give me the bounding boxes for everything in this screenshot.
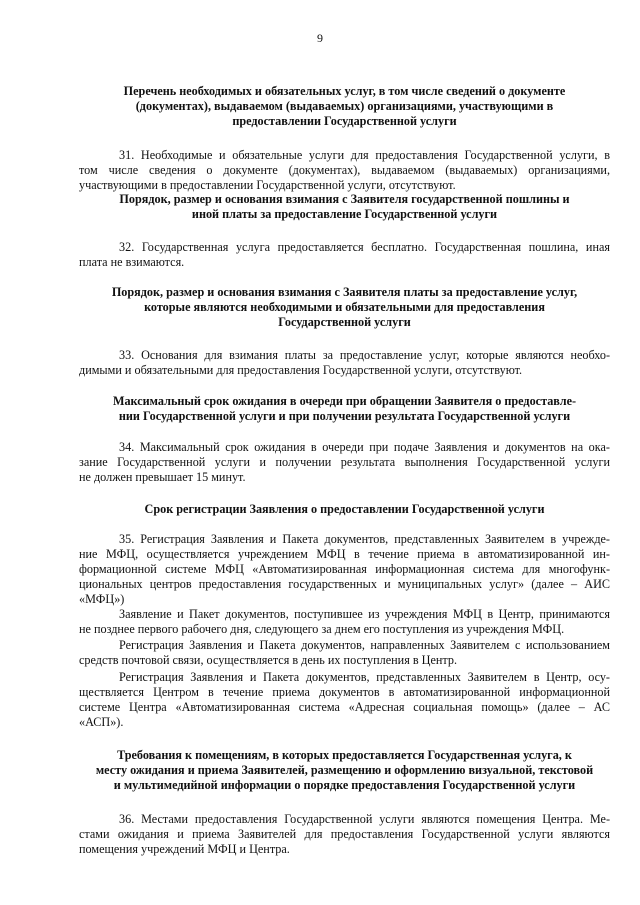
paragraph bbox=[79, 607, 610, 637]
paragraph-line: 34. Максимальный срок ожидания в очереди при подаче Заявления и документов на ока- bbox=[119, 440, 610, 454]
paragraph bbox=[79, 440, 610, 485]
heading-line: Порядок, размер и основания взимания с Заявителя платы за предоставление услуг, bbox=[111, 285, 578, 299]
paragraph-line: помещения учреждений МФЦ и Центра. bbox=[79, 842, 290, 856]
paragraph bbox=[79, 240, 610, 270]
paragraph bbox=[79, 812, 610, 857]
paragraph-line: «МФЦ») bbox=[79, 592, 125, 606]
paragraph-line: 35. Регистрация Заявления и Пакета документов, представленных Заявителем в учрежде- bbox=[119, 532, 610, 546]
heading-line: нии Государственной услуги и при получении результата Государственной услуги bbox=[118, 409, 571, 423]
paragraph-line: зание Государственной услуги и получении результата выполнения Государственной услуги bbox=[79, 455, 610, 469]
paragraph-line: формационной системе МФЦ «Автоматизированная информационная система для многофунк- bbox=[79, 562, 610, 576]
paragraph-line: системе Центра «Автоматизированная система «Адресная социальная помощь» (далее – АС bbox=[79, 700, 610, 714]
heading-line: месту ожидания и приема Заявителей, размещению и оформлению визуальной, текстовой bbox=[95, 763, 594, 777]
paragraph-line: Заявление и Пакет документов, поступившее из учреждения МФЦ в Центр, принимаются bbox=[119, 607, 610, 621]
paragraph bbox=[79, 670, 610, 730]
paragraph-line: средств почтовой связи, осуществляется в день их поступления в Центр. bbox=[79, 653, 458, 667]
paragraph-line: ние МФЦ, осуществляется учреждением МФЦ в течение приема в автоматизированной ин- bbox=[79, 547, 610, 561]
section-heading bbox=[79, 394, 610, 424]
section-heading bbox=[79, 502, 610, 517]
paragraph-line: том числе сведения о документе (документах), выдаваемом (выдаваемых) организациями, bbox=[79, 163, 610, 177]
paragraph-line: 31. Необходимые и обязательные услуги для предоставления Государственной услуги, в bbox=[119, 148, 610, 162]
paragraph bbox=[79, 638, 610, 668]
heading-line: Государственной услуги bbox=[278, 315, 411, 329]
paragraph-line: стами ожидания и приема Заявителей для предоставления Государственной услуги являются bbox=[79, 827, 610, 841]
heading-line: Максимальный срок ожидания в очереди при обращении Заявителя о предоставле- bbox=[112, 394, 577, 408]
section-heading bbox=[79, 192, 610, 222]
heading-line: иной платы за предоставление Государственной услуги bbox=[191, 207, 498, 221]
paragraph-line: 36. Местами предоставления Государственной услуги являются помещения Центра. Ме- bbox=[119, 812, 610, 826]
paragraph bbox=[79, 148, 610, 193]
paragraph-line: Регистрация Заявления и Пакета документов, представленных Заявителем в Центр, осу- bbox=[119, 670, 610, 684]
paragraph-line: не позднее первого рабочего дня, следующего за днем его поступления из учреждения МФЦ. bbox=[79, 622, 565, 636]
paragraph-line: не должен превышает 15 минут. bbox=[79, 470, 246, 484]
paragraph-line: 33. Основания для взимания платы за предоставление услуг, которые являются необхо- bbox=[119, 348, 610, 362]
heading-line: (документах), выдаваемом (выдаваемых) организациями, участвующими в bbox=[135, 99, 554, 113]
paragraph bbox=[79, 532, 610, 607]
page-number: 9 bbox=[317, 31, 323, 45]
heading-line: Перечень необходимых и обязательных услуг, в том числе сведений о документе bbox=[123, 84, 566, 98]
paragraph-line: ществляется Центром в течение приема документов в автоматизированной информационной bbox=[79, 685, 610, 699]
paragraph-line: циональных центров предоставления государственных и муниципальных услуг» (далее – АИС bbox=[79, 577, 610, 591]
heading-line: которые являются необходимыми и обязательными для предоставления bbox=[144, 300, 545, 314]
heading-line: Срок регистрации Заявления о предоставлении Государственной услуги bbox=[144, 502, 545, 516]
section-heading bbox=[79, 285, 610, 330]
paragraph-line: димыми и обязательными для предоставления Государственной услуги, отсутствуют. bbox=[79, 363, 523, 377]
section-heading bbox=[79, 748, 610, 793]
paragraph-line: «АСП»). bbox=[79, 715, 124, 729]
heading-line: и мультимедийной информации о порядке предоставления Государственной услуги bbox=[113, 778, 576, 792]
paragraph-line: плата не взимаются. bbox=[79, 255, 185, 269]
heading-line: предоставлении Государственной услуги bbox=[232, 114, 457, 128]
heading-line: Порядок, размер и основания взимания с Заявителя государственной пошлины и bbox=[119, 192, 570, 206]
heading-line: Требования к помещениям, в которых предоставляется Государственная услуга, к bbox=[117, 748, 572, 762]
paragraph-line: участвующими в предоставлении Государственной услуги, отсутствуют. bbox=[79, 178, 456, 192]
section-heading bbox=[79, 84, 610, 129]
paragraph-line: Регистрация Заявления и Пакета документов, направленных Заявителем с использованием bbox=[119, 638, 610, 652]
paragraph-line: 32. Государственная услуга предоставляется бесплатно. Государственная пошлина, иная bbox=[119, 240, 610, 254]
paragraph bbox=[79, 348, 610, 378]
